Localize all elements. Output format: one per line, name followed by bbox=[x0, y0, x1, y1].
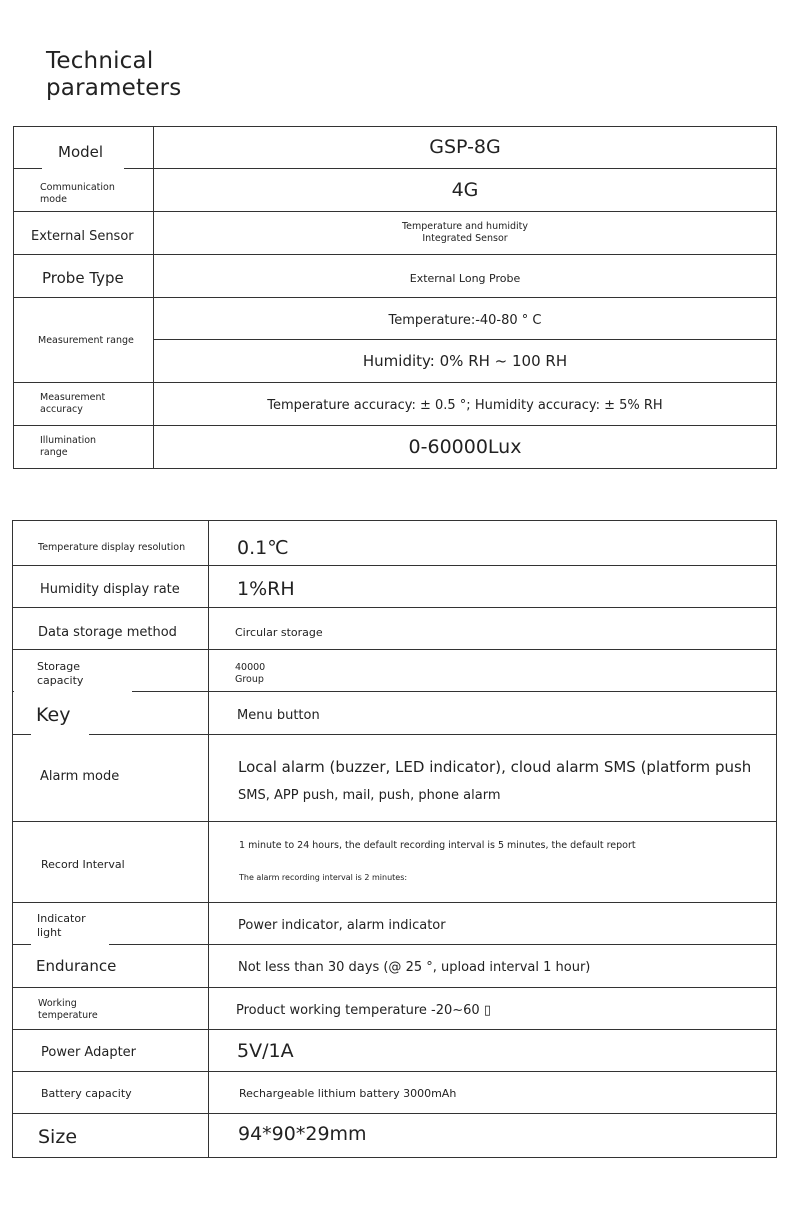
value-cell bbox=[209, 521, 777, 566]
indicator-label-line-1: Indicator bbox=[37, 912, 86, 925]
value-cell bbox=[209, 566, 777, 608]
label-cell bbox=[13, 650, 209, 692]
label-cell bbox=[14, 127, 154, 169]
range-humidity-value: Humidity: 0% RH ~ 100 RH bbox=[362, 352, 568, 370]
label-cell bbox=[14, 212, 154, 255]
value-cell bbox=[209, 1030, 777, 1072]
model-value: GSP-8G bbox=[429, 136, 501, 158]
page-title bbox=[46, 48, 181, 102]
row-battery bbox=[13, 1072, 777, 1114]
row-measurement-accuracy bbox=[14, 383, 777, 426]
indicator-value: Power indicator, alarm indicator bbox=[238, 918, 446, 933]
model-label: Model bbox=[58, 143, 104, 161]
size-label: Size bbox=[38, 1126, 78, 1148]
communication-value: 4G bbox=[451, 178, 479, 201]
record-interval-value-line-2: The alarm recording interval is 2 minutes: bbox=[239, 873, 408, 882]
row-size bbox=[13, 1114, 777, 1158]
value-cell bbox=[154, 127, 777, 169]
size-value: 94*90*29mm bbox=[238, 1123, 367, 1145]
label-cell bbox=[13, 1114, 209, 1158]
value-cell bbox=[209, 945, 777, 988]
row-power-adapter bbox=[13, 1030, 777, 1072]
illumination-label-line-2: range bbox=[40, 447, 68, 458]
indicator-label-line-2: light bbox=[37, 926, 62, 939]
label-cell bbox=[13, 945, 209, 988]
title-line-1: Technical bbox=[46, 48, 154, 74]
accuracy-label-line-2: accuracy bbox=[40, 404, 83, 415]
storage-capacity-value-line-1: 40000 bbox=[235, 662, 266, 673]
accuracy-value: Temperature accuracy: ± 0.5 °; Humidity accuracy: ± 5% RH bbox=[267, 398, 663, 413]
endurance-label: Endurance bbox=[36, 957, 117, 975]
sensor-value-line-1: Temperature and humidity bbox=[401, 221, 529, 232]
label-cell bbox=[14, 426, 154, 469]
temp-resolution-value: 0.1℃ bbox=[237, 537, 289, 559]
alarm-mode-value-line-1: Local alarm (buzzer, LED indicator), cloud alarm SMS (platform push bbox=[238, 758, 752, 776]
row-working-temperature bbox=[13, 988, 777, 1030]
working-temp-label-line-2: temperature bbox=[38, 1010, 98, 1021]
record-interval-label: Record Interval bbox=[41, 858, 125, 871]
record-interval-value-line-1: 1 minute to 24 hours, the default recording interval is 5 minutes, the default report bbox=[239, 840, 636, 851]
label-cell bbox=[13, 1030, 209, 1072]
value-cell bbox=[154, 255, 777, 298]
spec-table-1 bbox=[13, 126, 777, 469]
value-cell bbox=[154, 169, 777, 212]
label-cell bbox=[14, 169, 154, 212]
value-cell bbox=[154, 212, 777, 255]
alarm-mode-value-line-2: SMS, APP push, mail, push, phone alarm bbox=[238, 788, 501, 803]
label-cell bbox=[13, 903, 209, 945]
row-storage-capacity bbox=[13, 650, 777, 692]
value-cell bbox=[209, 988, 777, 1030]
temp-resolution-label: Temperature display resolution bbox=[38, 542, 186, 553]
value-cell bbox=[209, 903, 777, 945]
battery-label: Battery capacity bbox=[41, 1087, 132, 1100]
row-endurance bbox=[13, 945, 777, 988]
storage-capacity-value-line-2: Group bbox=[235, 674, 264, 685]
row-measurement-range bbox=[14, 298, 777, 340]
illumination-label-line-1: Illumination bbox=[40, 435, 97, 446]
storage-method-value: Circular storage bbox=[235, 626, 323, 639]
key-label: Key bbox=[36, 704, 71, 726]
measurement-range-label: Measurement range bbox=[38, 335, 134, 346]
label-cell bbox=[13, 988, 209, 1030]
power-adapter-value: 5V/1A bbox=[237, 1040, 294, 1062]
battery-value: Rechargeable lithium battery 3000mAh bbox=[239, 1087, 457, 1100]
value-cell bbox=[209, 692, 777, 735]
value-cell bbox=[209, 1114, 777, 1158]
row-indicator-light bbox=[13, 903, 777, 945]
row-external-sensor bbox=[14, 212, 777, 255]
value-cell bbox=[209, 1072, 777, 1114]
label-cell bbox=[13, 521, 209, 566]
row-illumination bbox=[14, 426, 777, 469]
title-line-2: parameters bbox=[46, 75, 182, 101]
row-key bbox=[13, 692, 777, 735]
label-cell bbox=[13, 735, 209, 822]
row-storage-method bbox=[13, 608, 777, 650]
row-alarm-mode bbox=[13, 735, 777, 822]
humidity-rate-label: Humidity display rate bbox=[40, 582, 180, 597]
spec-table-2 bbox=[12, 520, 777, 1158]
label-cell bbox=[13, 822, 209, 903]
power-adapter-label: Power Adapter bbox=[41, 1045, 137, 1060]
label-cell bbox=[13, 566, 209, 608]
alarm-mode-label: Alarm mode bbox=[40, 769, 120, 784]
value-cell bbox=[209, 735, 777, 822]
sensor-value-line-2: Integrated Sensor bbox=[422, 233, 508, 244]
external-sensor-label: External Sensor bbox=[31, 229, 134, 244]
row-model bbox=[14, 127, 777, 169]
value-cell bbox=[154, 383, 777, 426]
value-cell bbox=[154, 340, 777, 383]
row-probe-type bbox=[14, 255, 777, 298]
value-cell bbox=[209, 650, 777, 692]
accuracy-label-line-1: Measurement bbox=[40, 392, 106, 403]
value-cell bbox=[154, 298, 777, 340]
storage-capacity-label-line-2: capacity bbox=[37, 674, 84, 687]
working-temp-value: Product working temperature -20~60 ▯ bbox=[236, 1003, 491, 1018]
row-record-interval bbox=[13, 822, 777, 903]
label-cell bbox=[14, 255, 154, 298]
value-cell bbox=[209, 822, 777, 903]
label-cell bbox=[13, 608, 209, 650]
label-cell bbox=[13, 692, 209, 735]
illumination-value: 0-60000Lux bbox=[408, 435, 522, 458]
storage-capacity-label-line-1: Storage bbox=[37, 660, 81, 673]
label-cell bbox=[14, 298, 154, 383]
row-humidity-rate bbox=[13, 566, 777, 608]
range-temperature-value: Temperature:-40-80 ° C bbox=[388, 312, 542, 328]
humidity-rate-value: 1%RH bbox=[237, 578, 295, 600]
label-cell bbox=[14, 383, 154, 426]
probe-type-value: External Long Probe bbox=[409, 271, 521, 285]
value-cell bbox=[209, 608, 777, 650]
communication-label: Communication mode bbox=[40, 182, 115, 205]
probe-type-label: Probe Type bbox=[42, 269, 124, 287]
endurance-value: Not less than 30 days (@ 25 °, upload interval 1 hour) bbox=[238, 960, 591, 975]
key-value: Menu button bbox=[237, 708, 320, 723]
working-temp-label-line-1: Working bbox=[38, 998, 77, 1009]
row-communication bbox=[14, 169, 777, 212]
storage-method-label: Data storage method bbox=[38, 625, 177, 640]
row-temp-resolution bbox=[13, 521, 777, 566]
label-cell bbox=[13, 1072, 209, 1114]
value-cell bbox=[154, 426, 777, 469]
